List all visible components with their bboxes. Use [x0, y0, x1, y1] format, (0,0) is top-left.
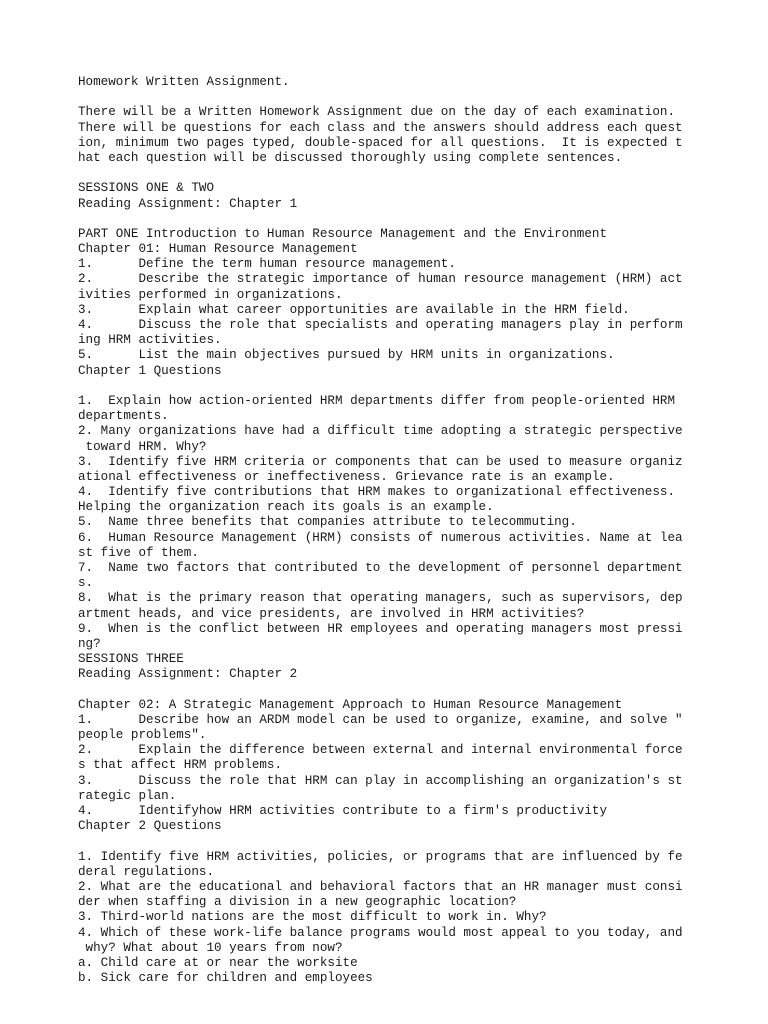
document-line — [78, 212, 758, 227]
document-line: 1. Define the term human resource management. — [78, 257, 456, 272]
document-line: 1. Identify five HRM activities, policies, or programs that are influenced by fe — [78, 849, 683, 864]
document-line: 4. Identifyhow HRM activities contribute to a firm's productivity — [78, 804, 608, 818]
document-line: PART ONE Introduction to Human Resource Management and the Environment — [78, 226, 608, 241]
document-line: 9. When is the conflict between HR employees and operating managers most pressi — [78, 621, 683, 636]
document-line: ion, minimum two pages typed, double-spaced for all questions. It is expected t — [78, 135, 683, 150]
document-line: ational effectiveness or ineffectiveness. Grievance rate is an example. — [78, 469, 615, 484]
document-line — [78, 90, 758, 105]
document-line: ng? — [78, 636, 101, 651]
document-line: deral regulations. — [78, 864, 215, 879]
document-line: 1. Explain how action-oriented HRM departments differ from people-oriented HRM — [78, 393, 676, 408]
document-line: 6. Human Resource Management (HRM) consists of numerous activities. Name at lea — [78, 530, 683, 545]
document-line: 3. Third-world nations are the most difficult to work in. Why? — [78, 910, 547, 925]
document-line: people problems". — [78, 728, 207, 743]
document-line: rategic plan. — [78, 788, 177, 803]
document-line: 7. Name two factors that contributed to the development of personnel department — [78, 561, 683, 575]
document-line: 3. Explain what career opportunities are available in the HRM field. — [78, 302, 630, 317]
document-line: hat each question will be discussed thoroughly using complete sentences. — [78, 150, 623, 165]
document-line: 2. Many organizations have had a difficult time adopting a strategic perspective — [78, 424, 683, 439]
document-line: There will be questions for each class and the answers should address each quest — [78, 120, 683, 135]
document-line — [78, 683, 758, 698]
document-line: 3. Identify five HRM criteria or components that can be used to measure organiz — [78, 454, 683, 469]
document-line — [78, 834, 758, 849]
document-line: Reading Assignment: Chapter 1 — [78, 196, 298, 211]
document-line: 1. Describe how an ARDM model can be used to organize, examine, and solve " — [78, 712, 683, 727]
document-line: 4. Identify five contributions that HRM makes to organizational effectiveness. — [78, 485, 676, 500]
document-line: There will be a Written Homework Assignment due on the day of each examination. — [78, 105, 676, 120]
document-line: 5. List the main objectives pursued by HRM units in organizations. — [78, 348, 615, 363]
document-line — [78, 166, 758, 181]
document-line: 2. Describe the strategic importance of human resource management (HRM) act — [78, 272, 683, 287]
document-line: b. Sick care for children and employees — [78, 971, 373, 986]
document-line: Chapter 01: Human Resource Management — [78, 242, 358, 257]
document-line: SESSIONS THREE — [78, 652, 184, 667]
document-line: Chapter 02: A Strategic Management Approach to Human Resource Management — [78, 697, 623, 712]
document-line: 8. What is the primary reason that operating managers, such as supervisors, dep — [78, 591, 683, 606]
document-line: Homework Written Assignment. — [78, 75, 290, 89]
document-page — [78, 75, 758, 986]
document-line: Reading Assignment: Chapter 2 — [78, 667, 298, 682]
document-line: st five of them. — [78, 545, 199, 560]
document-line — [78, 379, 758, 394]
document-line: departments. — [78, 409, 169, 424]
document-line: s. — [78, 576, 94, 591]
document-line: ivities performed in organizations. — [78, 287, 343, 302]
document-line: Helping the organization reach its goals is an example. — [78, 500, 494, 515]
document-line: 2. What are the educational and behavioral factors that an HR manager must consi — [78, 879, 683, 894]
document-line: Chapter 2 Questions — [78, 819, 222, 834]
document-line: 3. Discuss the role that HRM can play in accomplishing an organization's st — [78, 773, 683, 788]
document-line: Chapter 1 Questions — [78, 363, 222, 378]
document-line: 4. Which of these work-life balance programs would most appeal to you today, and — [78, 925, 683, 940]
document-line: a. Child care at or near the worksite — [78, 955, 358, 970]
document-line: artment heads, and vice presidents, are involved in HRM activities? — [78, 606, 585, 621]
document-line: why? What about 10 years from now? — [78, 940, 343, 955]
document-line: 4. Discuss the role that specialists and operating managers play in perform — [78, 318, 683, 332]
document-line: s that affect HRM problems. — [78, 758, 283, 773]
document-line: ing HRM activities. — [78, 333, 222, 348]
document-line: 5. Name three benefits that companies attribute to telecommuting. — [78, 515, 577, 530]
document-line: toward HRM. Why? — [78, 439, 207, 454]
document-line: 2. Explain the difference between external and internal environmental force — [78, 743, 683, 758]
document-line: der when staffing a division in a new geographic location? — [78, 895, 517, 910]
document-line: SESSIONS ONE & TWO — [78, 181, 215, 196]
